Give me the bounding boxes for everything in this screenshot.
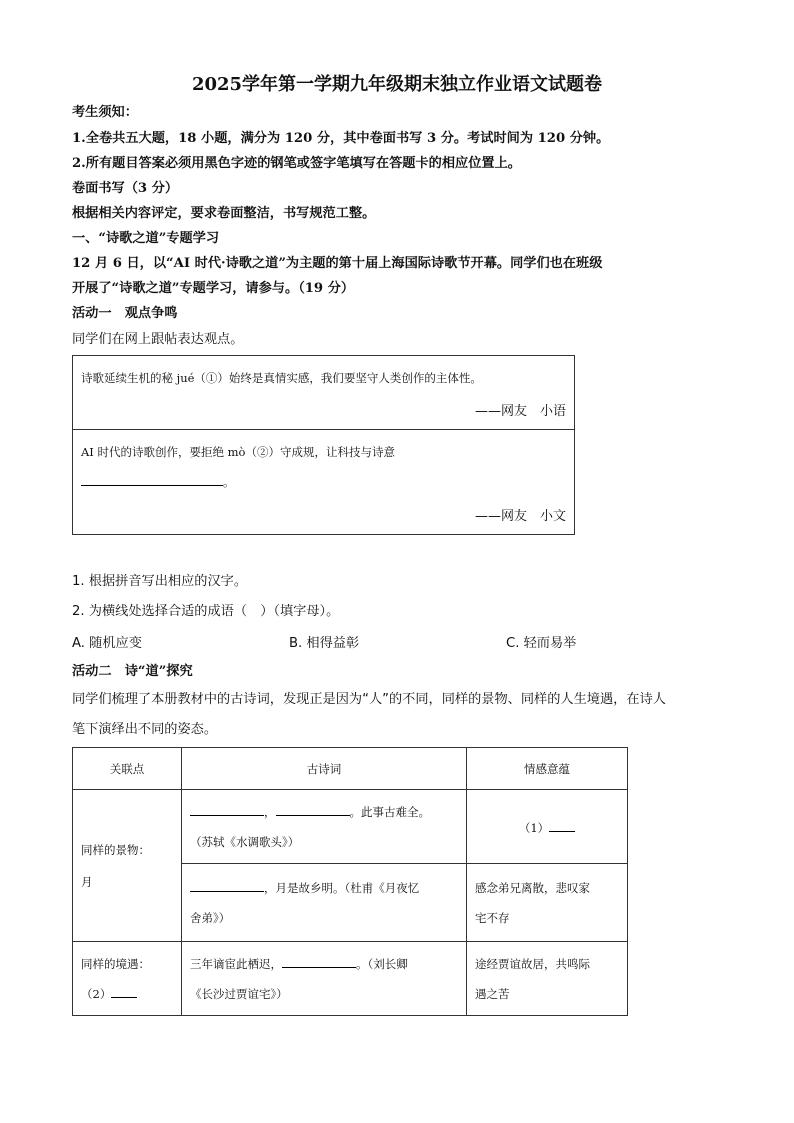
- forum-post-1: [72, 355, 575, 430]
- writing-desc: 根据相关内容评定，要求卷面整洁，书写规范工整。: [72, 206, 376, 221]
- relation-label-1: 同样的境遇：: [81, 956, 150, 971]
- relation-blank[interactable]: [111, 984, 137, 998]
- emotion-text: 遇之苦: [475, 986, 510, 1001]
- table-cell-poem: [182, 790, 467, 864]
- poem-source: 舍弟》）: [190, 910, 231, 925]
- poem-blank[interactable]: [282, 954, 356, 968]
- poem-source: （苏轼《水调歌头》）: [190, 834, 300, 849]
- table-header-cell: 关联点: [73, 748, 182, 790]
- forum-post-2-blank-line: [81, 472, 235, 490]
- relation-label-number: （2）: [81, 986, 112, 1001]
- poem-blank[interactable]: [276, 802, 350, 816]
- notice-item-2: 2.所有题目答案必须用黑色字迹的钢笔或签字笔填写在答题卡的相应位置上。: [72, 156, 521, 171]
- table-cell-emotion: [467, 942, 628, 1016]
- activity-1-intro: 同学们在网上跟帖表达观点。: [72, 332, 244, 347]
- poem-line: [190, 873, 458, 903]
- table-cell-emotion: [467, 790, 628, 864]
- poem-line: [190, 949, 458, 979]
- notice-item-1: 1.全卷共五大题，18 小题，满分为 120 分，其中卷面书写 3 分。考试时间为 120 分钟。: [72, 131, 610, 146]
- activity-2-intro-line-2: 笔下演绎出不同的姿态。: [72, 722, 218, 737]
- table-row: [73, 790, 628, 864]
- poem-source: 《长沙过贾谊宅》）: [190, 986, 288, 1001]
- emotion-text: 宅不存: [475, 910, 510, 925]
- option-c[interactable]: C. 轻而易举: [506, 636, 577, 651]
- relation-label-2: [81, 979, 173, 1009]
- table-cell-poem: [182, 864, 467, 942]
- poem-separator: ，: [264, 804, 276, 819]
- activity-2-intro-line-1: 同学们梳理了本册教材中的古诗词，发现正是因为“人”的不同，同样的景物、同样的人生境遇，在诗人: [72, 692, 666, 707]
- emotion-text: 途经贾谊故居，共鸣际: [475, 956, 590, 971]
- relation-label-2: 月: [81, 874, 93, 889]
- idiom-blank[interactable]: [81, 472, 223, 486]
- poetry-table: [72, 747, 628, 1016]
- writing-heading: 卷面书写（3 分）: [72, 181, 179, 196]
- poem-line: [190, 797, 458, 827]
- activity-1-heading: 活动一 观点争鸣: [72, 306, 178, 321]
- forum-post-2-end: 。: [223, 475, 235, 489]
- table-row: [73, 942, 628, 1016]
- section-1-intro-line-2: 开展了“诗歌之道”专题学习，请参与。（19 分）: [72, 281, 355, 296]
- emotion-text: 感念弟兄离散，悲叹家: [475, 880, 590, 895]
- table-header-cell: 情感意蕴: [467, 748, 628, 790]
- option-b[interactable]: B. 相得益彰: [289, 636, 360, 651]
- forum-post-1-text: 诗歌延续生机的秘 jué（①）始终是真情实感，我们要坚守人类创作的主体性。: [81, 371, 482, 385]
- relation-label-1: 同样的景物：: [81, 842, 150, 857]
- question-2: 2. 为横线处选择合适的成语（ ）（填字母）。: [72, 604, 340, 619]
- poem-tail: 。（刘长卿: [356, 956, 408, 971]
- forum-post-2: [72, 429, 575, 535]
- poem-tail: ，月是故乡明。（杜甫《月夜忆: [264, 880, 420, 895]
- table-cell-poem: [182, 942, 467, 1016]
- page-title: 2025学年第一学期九年级期末独立作业语文试题卷: [191, 74, 603, 95]
- poem-blank[interactable]: [190, 802, 264, 816]
- forum-post-2-author: ——网友 小文: [474, 509, 566, 524]
- forum-post-1-author: ——网友 小语: [474, 404, 566, 419]
- activity-2-heading: 活动二 诗“道”探究: [72, 664, 193, 679]
- forum-post-2-text: AI 时代的诗歌创作，要拒绝 mò（②）守成规，让科技与诗意: [81, 445, 395, 459]
- table-cell-emotion: [467, 864, 628, 942]
- poem-blank[interactable]: [190, 878, 264, 892]
- poem-head: 三年谪宦此栖迟，: [190, 956, 282, 971]
- section-1-heading: 一、“诗歌之道”专题学习: [72, 231, 220, 246]
- emotion-blank[interactable]: [549, 818, 575, 832]
- poem-tail: 。此事古难全。: [349, 804, 430, 819]
- table-header-cell: 古诗词: [182, 748, 467, 790]
- option-a[interactable]: A. 随机应变: [72, 636, 142, 651]
- question-1: 1. 根据拼音写出相应的汉字。: [72, 574, 248, 589]
- emotion-label: （1）: [518, 820, 550, 835]
- table-header-row: [73, 748, 628, 790]
- table-cell-relation: [73, 790, 182, 942]
- section-1-intro-line-1: 12 月 6 日，以“AI 时代·诗歌之道”为主题的第十届上海国际诗歌节开幕。同学们也在班级: [72, 256, 603, 271]
- table-cell-relation: [73, 942, 182, 1016]
- notice-heading: 考生须知：: [72, 105, 138, 120]
